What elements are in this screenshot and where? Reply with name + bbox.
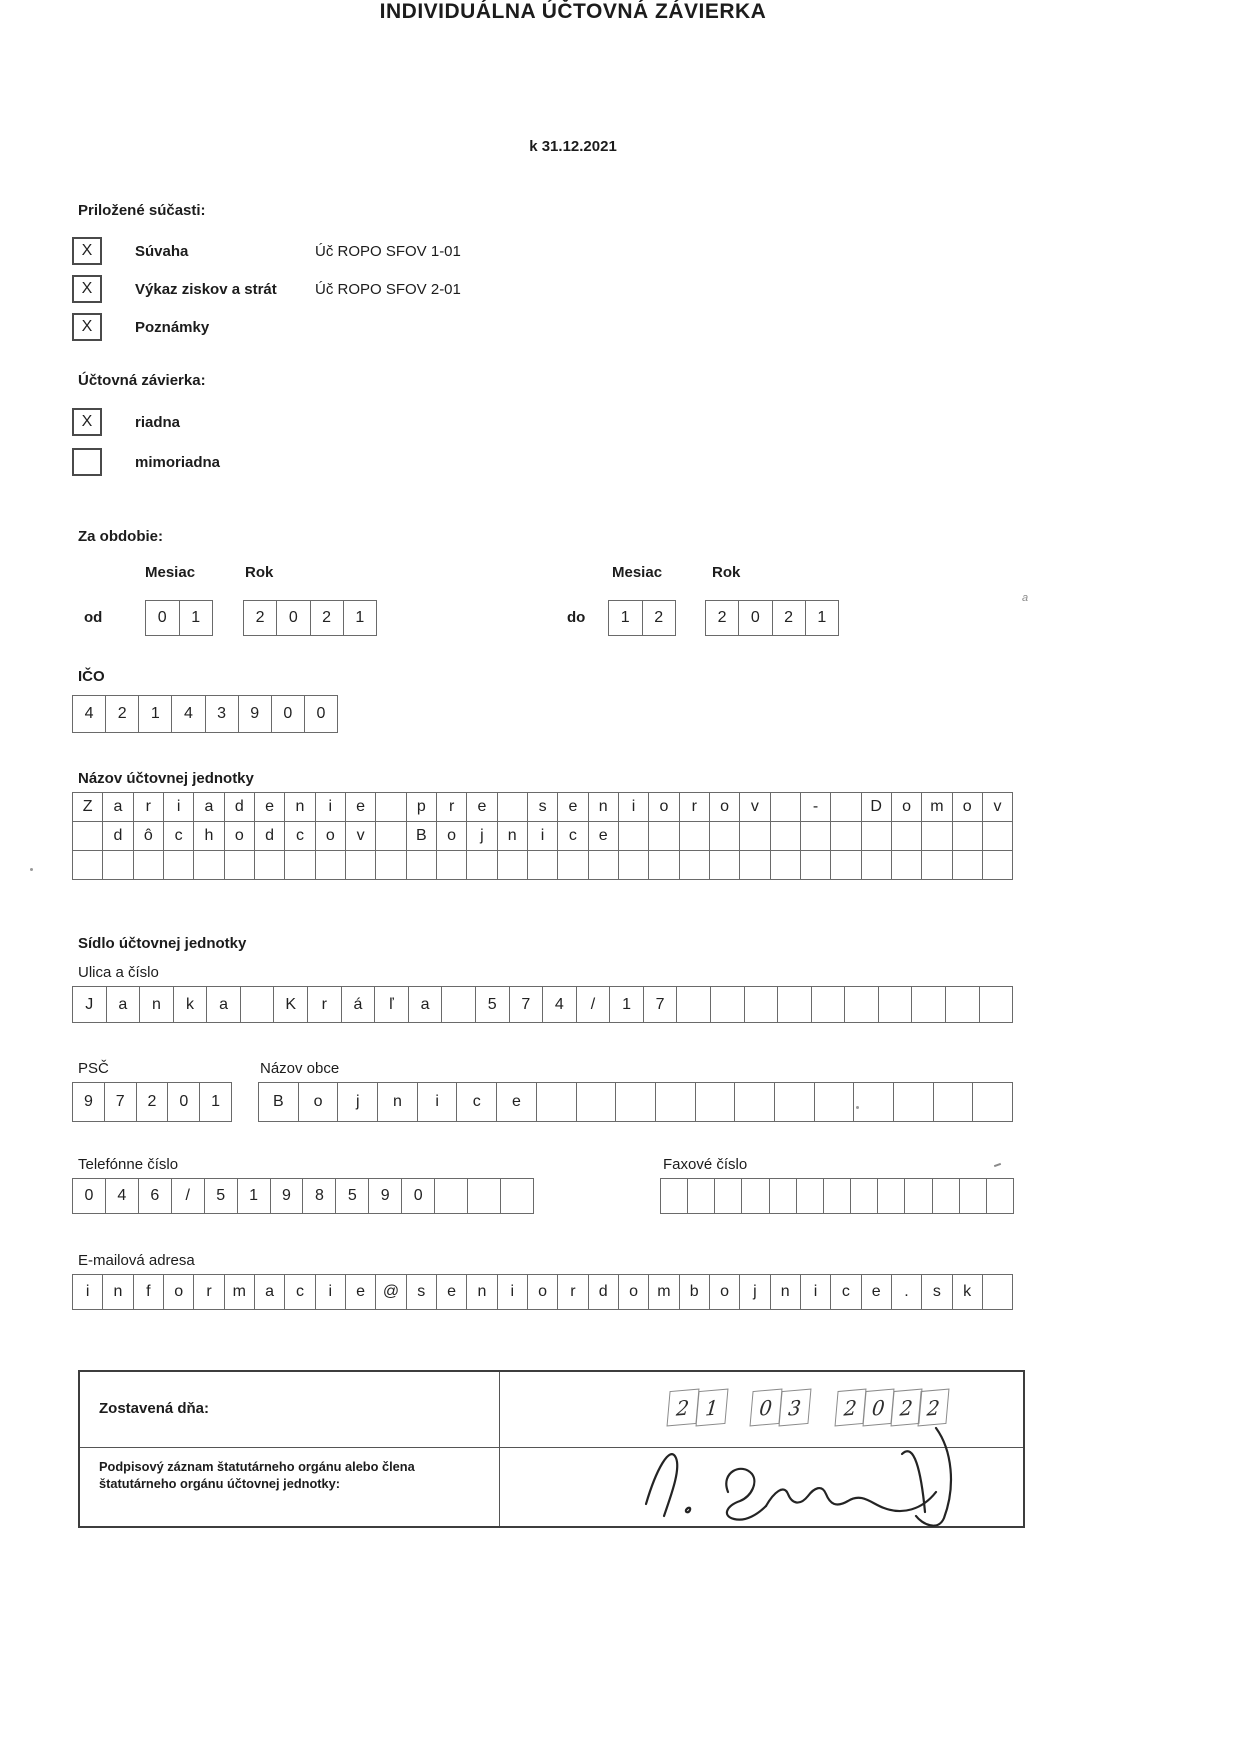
grid-cell — [648, 821, 679, 851]
grid-cell: 2 — [243, 600, 277, 636]
grid-cell: o — [163, 1274, 194, 1310]
grid-cell — [769, 1178, 797, 1214]
grid-cell: 2 — [310, 600, 344, 636]
grid-cell: 2 — [918, 1389, 950, 1427]
grid-cell: 2 — [890, 1389, 922, 1427]
grid-cell: 2 — [667, 1389, 699, 1427]
grid-cell: n — [284, 792, 315, 822]
grid-cell: n — [588, 792, 619, 822]
grid-cell: s — [406, 1274, 437, 1310]
grid-cell — [952, 821, 983, 851]
grid-cell: 4 — [171, 695, 205, 733]
scan-artifact — [994, 1163, 1001, 1167]
attachment-form-code: Úč ROPO SFOV 1-01 — [315, 243, 461, 260]
grid-cell — [877, 1178, 905, 1214]
closing-option-row — [72, 408, 102, 436]
grid-cell: 6 — [138, 1178, 172, 1214]
period-month-label: Mesiac — [612, 564, 663, 581]
grid-cell — [695, 1082, 736, 1122]
grid-cell: k — [952, 1274, 983, 1310]
entity-name-row-2 — [72, 821, 1013, 851]
grid-cell — [774, 1082, 815, 1122]
grid-cell: 1 — [805, 600, 839, 636]
grid-cell: 4 — [105, 1178, 139, 1214]
grid-cell — [406, 850, 437, 880]
grid-cell: 9 — [72, 1082, 105, 1122]
grid-cell: / — [171, 1178, 205, 1214]
attachment-row — [72, 237, 102, 265]
ico-label: IČO — [78, 668, 105, 685]
compiled-date-month-grid — [751, 1390, 809, 1425]
period-to-year-grid — [705, 600, 839, 636]
signatory-label: Podpisový záznam štatutárneho orgánu alebo člena štatutárneho orgánu účtovnej jednotky: — [99, 1459, 415, 1492]
psc-label: PSČ — [78, 1060, 109, 1077]
grid-cell: h — [193, 821, 224, 851]
grid-cell — [904, 1178, 932, 1214]
form-as-of-date: k 31.12.2021 — [529, 138, 617, 155]
grid-cell: / — [576, 986, 611, 1023]
grid-cell — [861, 850, 892, 880]
grid-cell: 4 — [72, 695, 106, 733]
grid-cell — [375, 792, 406, 822]
grid-cell: 3 — [205, 695, 239, 733]
grid-cell — [710, 986, 745, 1023]
closing-option-label: riadna — [135, 414, 181, 431]
grid-cell: ô — [133, 821, 164, 851]
period-from-year-grid — [243, 600, 377, 636]
grid-cell — [375, 850, 406, 880]
grid-cell — [850, 1178, 878, 1214]
grid-cell — [679, 850, 710, 880]
grid-cell: 5 — [204, 1178, 238, 1214]
grid-cell: n — [497, 821, 528, 851]
grid-cell: v — [345, 821, 376, 851]
grid-cell: 0 — [738, 600, 772, 636]
grid-cell — [687, 1178, 715, 1214]
grid-cell: o — [224, 821, 255, 851]
grid-cell: n — [139, 986, 174, 1023]
grid-cell: o — [891, 792, 922, 822]
grid-cell — [982, 1274, 1013, 1310]
grid-cell — [770, 821, 801, 851]
grid-cell: o — [648, 792, 679, 822]
grid-cell: 8 — [302, 1178, 336, 1214]
grid-cell: s — [527, 792, 558, 822]
grid-cell — [986, 1178, 1014, 1214]
grid-cell — [240, 986, 275, 1023]
grid-cell: a — [193, 792, 224, 822]
grid-cell — [844, 986, 879, 1023]
grid-cell: v — [982, 792, 1013, 822]
address-heading: Sídlo účtovnej jednotky — [78, 935, 247, 952]
period-year-label: Rok — [245, 564, 274, 581]
grid-cell: s — [921, 1274, 952, 1310]
grid-cell — [982, 850, 1013, 880]
grid-cell: 9 — [270, 1178, 304, 1214]
grid-cell: 1 — [343, 600, 377, 636]
grid-cell: e — [254, 792, 285, 822]
grid-cell: 9 — [368, 1178, 402, 1214]
grid-cell — [436, 850, 467, 880]
grid-cell: - — [800, 792, 831, 822]
closing-option-row — [72, 448, 102, 476]
grid-cell: . — [891, 1274, 922, 1310]
grid-cell — [193, 850, 224, 880]
form-title: INDIVIDUÁLNA ÚČTOVNÁ ZÁVIERKA — [379, 0, 767, 23]
grid-cell — [576, 1082, 617, 1122]
checkbox-riadna — [72, 408, 102, 436]
grid-cell — [497, 850, 528, 880]
grid-cell — [676, 986, 711, 1023]
closing-option-label: mimoriadna — [135, 454, 221, 471]
grid-cell: r — [193, 1274, 224, 1310]
grid-cell: e — [588, 821, 619, 851]
period-from-month-grid — [145, 600, 213, 636]
grid-cell: 0 — [862, 1389, 894, 1427]
grid-cell: a — [254, 1274, 285, 1310]
grid-cell: i — [497, 1274, 528, 1310]
grid-cell — [744, 986, 779, 1023]
attachments-heading: Priložené súčasti: — [78, 202, 206, 219]
grid-cell: 0 — [304, 695, 338, 733]
grid-cell: i — [315, 1274, 346, 1310]
grid-cell — [739, 821, 770, 851]
grid-cell — [72, 850, 103, 880]
grid-cell — [891, 850, 922, 880]
grid-cell: 2 — [136, 1082, 169, 1122]
grid-cell: 1 — [179, 600, 214, 636]
grid-cell: 3 — [778, 1389, 810, 1427]
grid-cell: r — [133, 792, 164, 822]
grid-cell — [133, 850, 164, 880]
grid-cell: 1 — [608, 600, 643, 636]
grid-cell: m — [648, 1274, 679, 1310]
grid-cell: 0 — [276, 600, 310, 636]
checkbox-suvaha — [72, 237, 102, 265]
grid-cell: 0 — [401, 1178, 435, 1214]
grid-cell: m — [921, 792, 952, 822]
grid-cell — [254, 850, 285, 880]
grid-cell — [224, 850, 255, 880]
grid-cell: n — [770, 1274, 801, 1310]
grid-cell — [315, 850, 346, 880]
attachment-row — [72, 313, 102, 341]
period-heading: Za obdobie: — [78, 528, 163, 545]
grid-cell: e — [557, 792, 588, 822]
signature-table — [78, 1370, 1025, 1528]
grid-cell — [734, 1082, 775, 1122]
grid-cell: j — [466, 821, 497, 851]
grid-cell — [861, 821, 892, 851]
grid-cell: c — [830, 1274, 861, 1310]
grid-cell: v — [739, 792, 770, 822]
checkbox-mark: X — [81, 413, 93, 430]
grid-cell — [655, 1082, 696, 1122]
grid-cell — [497, 792, 528, 822]
grid-cell — [434, 1178, 468, 1214]
grid-cell — [796, 1178, 824, 1214]
grid-cell — [945, 986, 980, 1023]
grid-cell — [979, 986, 1014, 1023]
grid-cell: i — [800, 1274, 831, 1310]
attachment-label: Výkaz ziskov a strát — [135, 281, 277, 298]
grid-cell — [823, 1178, 851, 1214]
grid-cell: 2 — [105, 695, 139, 733]
grid-cell — [500, 1178, 534, 1214]
grid-cell: o — [527, 1274, 558, 1310]
grid-cell — [811, 986, 846, 1023]
fax-label: Faxové číslo — [663, 1156, 748, 1173]
table-column-divider — [499, 1372, 500, 1526]
grid-cell — [739, 850, 770, 880]
entity-name-row-1 — [72, 792, 1013, 822]
grid-cell: 0 — [72, 1178, 106, 1214]
grid-cell — [911, 986, 946, 1023]
email-grid — [72, 1274, 1013, 1310]
grid-cell: 2 — [642, 600, 677, 636]
grid-cell — [375, 821, 406, 851]
grid-cell — [959, 1178, 987, 1214]
period-to-month-grid — [608, 600, 676, 636]
grid-cell — [284, 850, 315, 880]
checkbox-mark: X — [81, 280, 93, 297]
grid-cell: @ — [375, 1274, 406, 1310]
grid-cell — [345, 850, 376, 880]
grid-cell: j — [337, 1082, 378, 1122]
grid-cell — [102, 850, 133, 880]
checkbox-mark: X — [81, 318, 93, 335]
grid-cell — [830, 792, 861, 822]
grid-cell — [163, 850, 194, 880]
checkbox-mark: X — [81, 242, 93, 259]
grid-cell: c — [456, 1082, 497, 1122]
grid-cell: e — [345, 1274, 376, 1310]
grid-cell — [714, 1178, 742, 1214]
grid-cell: e — [345, 792, 376, 822]
checkbox-poznamky — [72, 313, 102, 341]
grid-cell: n — [102, 1274, 133, 1310]
grid-cell: 0 — [167, 1082, 200, 1122]
grid-cell — [800, 850, 831, 880]
grid-cell: 0 — [145, 600, 180, 636]
grid-cell: 2 — [835, 1389, 867, 1427]
period-year-label: Rok — [712, 564, 741, 581]
grid-cell: á — [341, 986, 376, 1023]
grid-cell — [467, 1178, 501, 1214]
grid-cell: i — [72, 1274, 103, 1310]
grid-cell: p — [406, 792, 437, 822]
grid-cell: o — [709, 792, 740, 822]
street-grid — [72, 986, 1013, 1023]
grid-cell: d — [102, 821, 133, 851]
grid-cell: o — [952, 792, 983, 822]
grid-cell: o — [315, 821, 346, 851]
grid-cell: i — [527, 821, 558, 851]
grid-cell — [618, 850, 649, 880]
grid-cell: K — [273, 986, 308, 1023]
entity-name-row-3 — [72, 850, 1013, 880]
street-label: Ulica a číslo — [78, 964, 159, 981]
grid-cell: 5 — [475, 986, 510, 1023]
attachment-label: Poznámky — [135, 319, 210, 336]
grid-cell: 7 — [104, 1082, 137, 1122]
grid-cell — [972, 1082, 1013, 1122]
grid-cell: c — [284, 1274, 315, 1310]
grid-cell: o — [436, 821, 467, 851]
psc-grid — [72, 1082, 232, 1122]
entity-name-label: Názov účtovnej jednotky — [78, 770, 254, 787]
ico-grid — [72, 695, 338, 733]
grid-cell — [933, 1082, 974, 1122]
grid-cell — [814, 1082, 855, 1122]
grid-cell: D — [861, 792, 892, 822]
grid-cell: n — [466, 1274, 497, 1310]
grid-cell: 1 — [199, 1082, 232, 1122]
grid-cell — [648, 850, 679, 880]
grid-cell: n — [377, 1082, 418, 1122]
grid-cell: k — [173, 986, 208, 1023]
city-label: Názov obce — [260, 1060, 340, 1077]
grid-cell — [679, 821, 710, 851]
grid-cell: e — [466, 792, 497, 822]
grid-cell: o — [618, 1274, 649, 1310]
email-label: E-mailová adresa — [78, 1252, 195, 1269]
grid-cell: m — [224, 1274, 255, 1310]
grid-cell: a — [408, 986, 443, 1023]
grid-cell: i — [618, 792, 649, 822]
grid-cell: c — [284, 821, 315, 851]
phone-label: Telefónne číslo — [78, 1156, 179, 1173]
grid-cell: 4 — [542, 986, 577, 1023]
grid-cell — [615, 1082, 656, 1122]
period-from-label: od — [84, 609, 103, 626]
scan-artifact: a — [1022, 592, 1029, 604]
grid-cell: J — [72, 986, 107, 1023]
grid-cell: 1 — [237, 1178, 271, 1214]
grid-cell: d — [254, 821, 285, 851]
grid-cell: B — [406, 821, 437, 851]
grid-cell — [588, 850, 619, 880]
grid-cell: c — [163, 821, 194, 851]
grid-cell — [618, 821, 649, 851]
grid-cell: 0 — [271, 695, 305, 733]
attachment-label: Súvaha — [135, 243, 189, 260]
grid-cell: e — [436, 1274, 467, 1310]
grid-cell: ľ — [374, 986, 409, 1023]
grid-cell: f — [133, 1274, 164, 1310]
grid-cell: i — [163, 792, 194, 822]
grid-cell: i — [417, 1082, 458, 1122]
grid-cell: 2 — [705, 600, 739, 636]
grid-cell — [853, 1082, 894, 1122]
city-grid — [258, 1082, 1013, 1122]
scan-artifact — [30, 868, 33, 871]
grid-cell — [466, 850, 497, 880]
grid-cell — [952, 850, 983, 880]
period-month-label: Mesiac — [145, 564, 196, 581]
grid-cell: 1 — [138, 695, 172, 733]
grid-cell: d — [224, 792, 255, 822]
grid-cell: 7 — [643, 986, 678, 1023]
grid-cell: 2 — [772, 600, 806, 636]
compiled-date-year-grid — [836, 1390, 948, 1425]
grid-cell — [527, 850, 558, 880]
grid-cell: Z — [72, 792, 103, 822]
closing-type-heading: Účtovná závierka: — [78, 372, 206, 389]
grid-cell — [921, 850, 952, 880]
grid-cell — [830, 821, 861, 851]
grid-cell: r — [307, 986, 342, 1023]
grid-cell — [709, 821, 740, 851]
grid-cell: r — [557, 1274, 588, 1310]
grid-cell: e — [861, 1274, 892, 1310]
entity-name-grid — [72, 792, 1013, 880]
grid-cell: r — [436, 792, 467, 822]
grid-cell: 7 — [509, 986, 544, 1023]
grid-cell — [441, 986, 476, 1023]
grid-cell: 9 — [238, 695, 272, 733]
grid-cell: o — [298, 1082, 339, 1122]
grid-cell — [800, 821, 831, 851]
grid-cell — [777, 986, 812, 1023]
handwritten-signature — [620, 1424, 960, 1528]
compiled-date-label: Zostavená dňa: — [99, 1400, 210, 1417]
checkbox-vykaz — [72, 275, 102, 303]
grid-cell — [830, 850, 861, 880]
grid-cell — [921, 821, 952, 851]
fax-grid — [660, 1178, 1014, 1214]
grid-cell — [709, 850, 740, 880]
grid-cell — [557, 850, 588, 880]
grid-cell: 1 — [695, 1389, 727, 1427]
grid-cell: e — [496, 1082, 537, 1122]
checkbox-mimoriadna — [72, 448, 102, 476]
attachment-row — [72, 275, 102, 303]
grid-cell: r — [679, 792, 710, 822]
grid-cell: a — [106, 986, 141, 1023]
grid-cell — [932, 1178, 960, 1214]
grid-cell — [660, 1178, 688, 1214]
compiled-date-day-grid — [668, 1390, 726, 1425]
grid-cell — [878, 986, 913, 1023]
grid-cell — [72, 821, 103, 851]
grid-cell: o — [709, 1274, 740, 1310]
grid-cell: 5 — [335, 1178, 369, 1214]
grid-cell — [893, 1082, 934, 1122]
grid-cell: b — [679, 1274, 710, 1310]
grid-cell: 0 — [750, 1389, 782, 1427]
attachment-form-code: Úč ROPO SFOV 2-01 — [315, 281, 461, 298]
grid-cell — [536, 1082, 577, 1122]
grid-cell — [741, 1178, 769, 1214]
phone-grid — [72, 1178, 534, 1214]
grid-cell — [891, 821, 922, 851]
grid-cell: j — [739, 1274, 770, 1310]
grid-cell: B — [258, 1082, 299, 1122]
grid-cell — [770, 850, 801, 880]
grid-cell: c — [557, 821, 588, 851]
grid-cell: a — [102, 792, 133, 822]
grid-cell: i — [315, 792, 346, 822]
grid-cell: d — [588, 1274, 619, 1310]
grid-cell: 1 — [609, 986, 644, 1023]
grid-cell — [982, 821, 1013, 851]
grid-cell: a — [206, 986, 241, 1023]
period-to-label: do — [567, 609, 586, 626]
grid-cell — [770, 792, 801, 822]
